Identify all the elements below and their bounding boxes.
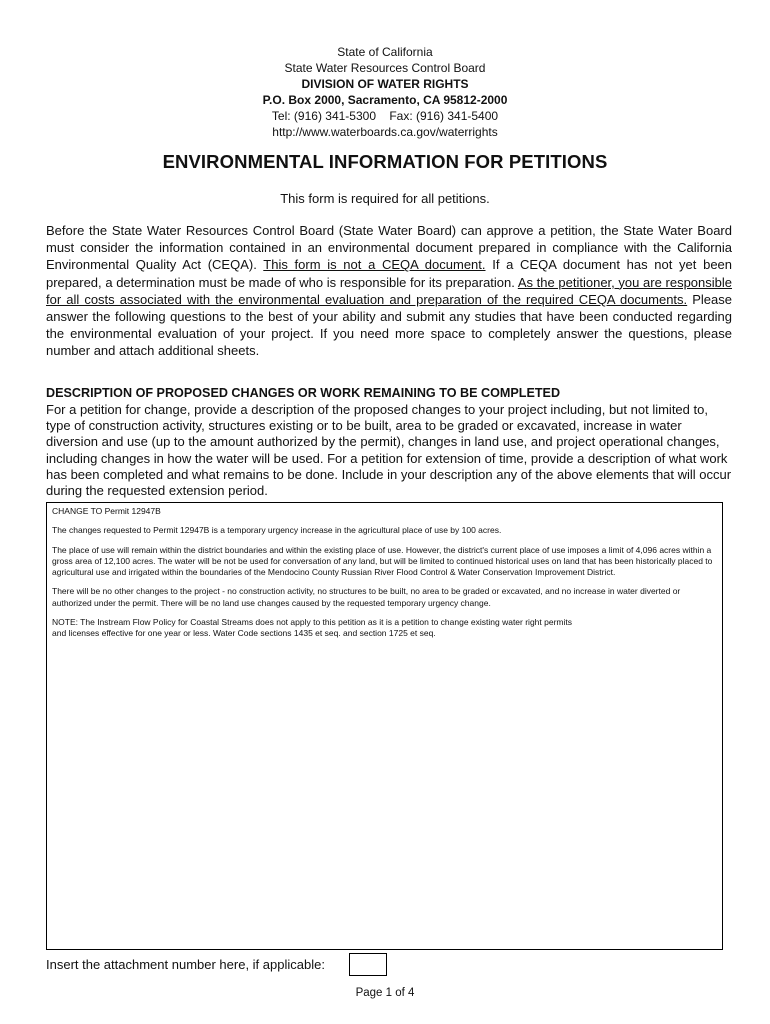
agency-header bbox=[0, 44, 770, 140]
intro-paragraph bbox=[46, 222, 732, 360]
header-board: State Water Resources Control Board bbox=[284, 61, 486, 75]
note-line-1: NOTE: The Instream Flow Policy for Coastal Streams does not apply to this petition as it is a petition to change existing water right permits bbox=[52, 617, 572, 628]
page-number: Page 1 of 4 bbox=[355, 987, 415, 999]
answer-paragraph: The changes requested to Permit 12947B is a temporary urgency increase in the agricultural place of use by 100 acres. bbox=[52, 525, 502, 536]
answer-paragraph: The place of use will remain within the district boundaries and within the existing place of use. However, the district's current place of use imposes a limit of 4,096 acres within a gross area of 12,100 acres. The water will be not be used for conversation of any land, but will be limited to continued historical uses on land that has been historically placed to agricultural use and irrigated within the boundaries of the Mendocino County Russian River Flood Control & Water Conservation Improvement District. bbox=[52, 544, 713, 578]
note-line-2: and licenses effective for one year or less. Water Code sections 1435 et seq. and section 1725 et seq. bbox=[52, 628, 436, 639]
intro-cost-notice: As the petitioner, you are responsible for all costs associated with the environmental evaluation and preparation of the required CEQA documents. bbox=[46, 274, 732, 307]
intro-text-3: Please answer the following questions to the best of your ability and submit any studies that have been conducted regarding the environmental evaluation of your project. If you need more space to completely answer the questions, please number and attach additional sheets. bbox=[46, 291, 732, 359]
answer-paragraph: CHANGE TO Permit 12947B bbox=[52, 506, 161, 516]
section-heading: DESCRIPTION OF PROPOSED CHANGES OR WORK REMAINING TO BE COMPLETED bbox=[46, 386, 561, 400]
section-instructions: For a petition for change, provide a description of the proposed changes to your project including, but not limited to, type of construction activity, structures existing or to be built, area to be graded or excavated, increase in water diversion and use (up to the amount authorized by the permit), changes in land use, and project operational changes, including changes in how the water will be used. For a petition for extension of time, provide a description of what work has been completed and what remains to be done. Include in your description any of the above elements that will occur during the requested extension period. bbox=[46, 402, 732, 499]
intro-not-ceqa-notice: This form is not a CEQA document. bbox=[263, 257, 486, 273]
header-division: DIVISION OF WATER RIGHTS bbox=[301, 77, 469, 91]
header-phone: Tel: (916) 341-5300 Fax: (916) 341-5400 bbox=[271, 109, 499, 123]
intro-text-2: If a CEQA document has not yet been prepared, a determination must be made of who is responsible for its preparation. bbox=[46, 257, 733, 290]
attachment-number-input[interactable] bbox=[349, 953, 387, 976]
header-address: P.O. Box 2000, Sacramento, CA 95812-2000 bbox=[262, 93, 508, 107]
intro-text-1: Before the State Water Resources Control Board (State Water Board) can approve a petition, the State Water Board must consider the information contained in an environmental document prepared in compliance with the California Environmental Quality Act (CEQA). bbox=[46, 223, 732, 273]
attachment-label: Insert the attachment number here, if applicable: bbox=[46, 957, 325, 972]
form-subtitle: This form is required for all petitions. bbox=[280, 191, 490, 206]
description-answer-box[interactable] bbox=[46, 502, 723, 950]
answer-note bbox=[52, 617, 717, 640]
header-website: http://www.waterboards.ca.gov/waterrights bbox=[272, 125, 498, 139]
form-title: ENVIRONMENTAL INFORMATION FOR PETITIONS bbox=[162, 151, 608, 172]
answer-paragraph: There will be no other changes to the project - no construction activity, no structures to be built, no area to be graded or excavated, and no increase in water diverted or authorized under the permit. There will be no land use changes caused by the requested temporary urgency change. bbox=[52, 586, 681, 608]
header-state: State of California bbox=[337, 45, 433, 59]
